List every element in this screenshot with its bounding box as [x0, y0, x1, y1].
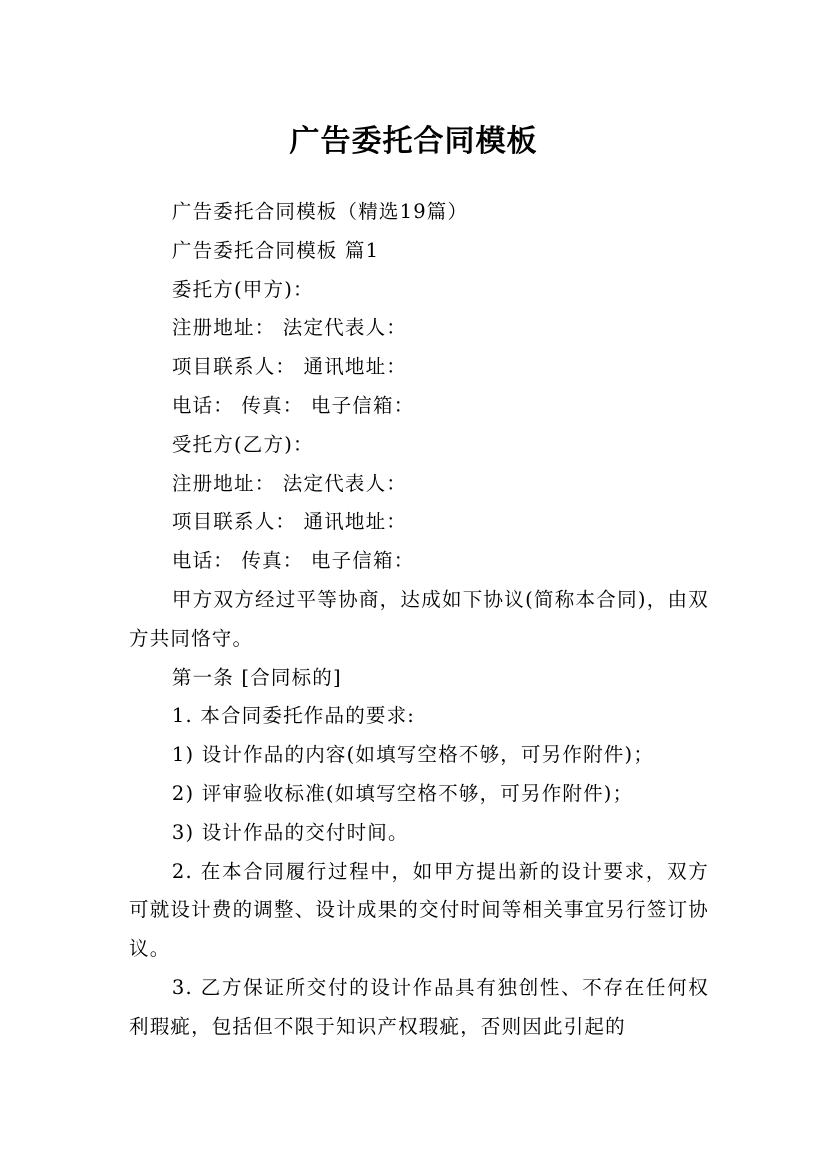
paragraph-agent-party: 受托方(乙方)： — [171, 432, 314, 456]
paragraph-client-party: 委托方(甲方)： — [171, 277, 314, 301]
paragraph-item-3: 3. 乙方保证所交付的设计作品具有独创性、不存在任何权利瑕疵，包括但不限于知识产权瑕疵，否则因此引起的 — [129, 975, 709, 1038]
paragraph-heading-part1: 广告委托合同模板 篇1 — [171, 238, 380, 262]
paragraph-item-1-3: 3) 设计作品的交付时间。 — [171, 820, 409, 844]
paragraph-agreement-intro: 甲方双方经过平等协商，达成如下协议(简称本合同)，由双方共同恪守。 — [129, 587, 709, 650]
document-title: 广告委托合同模板 — [289, 124, 538, 160]
paragraph-agent-phone: 电话： 传真： 电子信箱： — [171, 549, 415, 573]
paragraph-agent-address: 注册地址： 法定代表人： — [171, 471, 407, 495]
paragraph-item-1: 1. 本合同委托作品的要求: — [171, 704, 416, 728]
paragraph-item-1-1: 1) 设计作品的内容(如填写空格不够，可另作附件)； — [171, 743, 655, 767]
paragraph-agent-contact: 项目联系人： 通讯地址： — [171, 510, 407, 534]
paragraph-article-1-heading: 第一条 [合同标的] — [171, 665, 342, 689]
paragraph-client-address: 注册地址： 法定代表人： — [171, 316, 407, 340]
paragraph-item-2: 2. 在本合同履行过程中，如甲方提出新的设计要求，双方可就设计费的调整、设计成果的交付时间等相关事宜另行签订协议。 — [129, 859, 709, 961]
paragraph-heading-collection: 广告委托合同模板（精选19篇） — [171, 200, 469, 223]
paragraph-client-phone: 电话： 传真： 电子信箱： — [171, 393, 415, 417]
paragraph-item-1-2: 2) 评审验收标准(如填写空格不够，可另作附件)； — [171, 781, 634, 805]
document-body — [129, 193, 709, 1047]
paragraph-client-contact: 项目联系人： 通讯地址： — [171, 355, 407, 379]
